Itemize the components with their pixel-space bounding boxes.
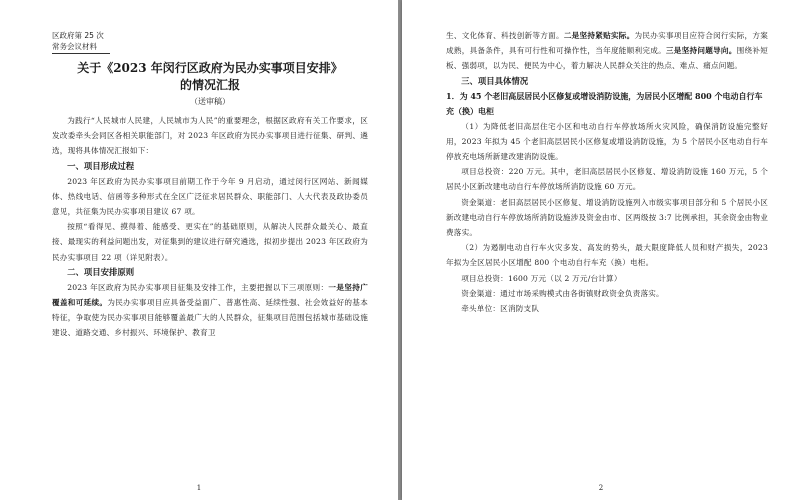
document-page-1 xyxy=(0,0,398,500)
item-1-investment: 项目总投资：220 万元。其中，老旧高层居民小区修复、增设消防设施 160 万元，5 个居民小区新改建电动自行车停放场所消防设施 60 万元。 xyxy=(446,167,768,192)
principle-1-text: 为民办实事项目应具备受益面广、普惠性高、延续性强、社会效益好的基本特征，争取使为民办实事项目能够覆盖最广大的人民群众，征集项目范围包括城市基础设施建设、道路交通、乡村振兴、环境保护、教育卫 xyxy=(52,298,368,338)
header-underline xyxy=(52,53,110,54)
meeting-label xyxy=(52,30,368,54)
item-1-subitem-2: （2）为遏制电动自行车火灾多发、高发的势头，最大限度降低人员和财产损失，2023 年拟为全区居民小区增配 800 个电动自行车充（换）电柜。 xyxy=(446,243,768,268)
intro-paragraph: 为践行“人民城市人民建，人民城市为人民”的重要理念，根据区政府有关工作要求，区发改委牵头会同区各相关职能部门，对 2023 年区政府为民办实事项目进行征集、研判、遴选，现将具体情况汇报如下： xyxy=(52,116,368,156)
title-line-2: 的情况汇报 xyxy=(179,78,240,92)
principle-3-bold: 三是坚持问题导向。 xyxy=(665,46,737,56)
item-1-heading: 1．为 45 个老旧高层居民小区修复或增设消防设施，为居民小区增配 800 个电动自行车充（换）电柜 xyxy=(446,90,763,116)
item-1-subitem-1: （1）为降低老旧高层住宅小区和电动自行车停放场所火灾风险，确保消防设施完整好用，2023 年拟为 45 个老旧高层居民小区修复或增设消防设施，为 5 个居民小区电动自行车停放充电场所新建改建消防设施。 xyxy=(446,121,768,162)
principle-2-bold: 二是坚持紧贴实际。 xyxy=(563,31,635,40)
section-2-paragraph xyxy=(52,280,368,341)
principles-continued-paragraph xyxy=(446,28,768,74)
section-2-intro: 2023 年区政府为民办实事项目征集及安排工作，主要把握以下三项原则： xyxy=(67,282,329,292)
title-line-1: 关于《2023 年闵行区政府为民办实事项目安排》 xyxy=(77,61,343,75)
document-title xyxy=(52,60,368,94)
page-number-1: 1 xyxy=(196,484,202,492)
meeting-label-line-2: 常务会议材料 xyxy=(52,42,97,51)
section-2-heading: 二、项目安排原则 xyxy=(67,266,135,277)
item-2-lead-unit: 牵头单位：区消防支队 xyxy=(461,304,540,314)
page-number-2: 2 xyxy=(598,484,604,492)
section-1-heading: 一、项目形成过程 xyxy=(67,160,135,171)
section-3-heading: 三、项目具体情况 xyxy=(461,75,529,86)
item-2-investment: 项目总投资：1600 万元（以 2 万元/台计算） xyxy=(461,273,622,283)
section-1-paragraph-2: 按照“看得见、摸得着、能感受、更实在”的基础原则，从解决人民群众最关心、最直接、最现实的利益问题出发，对征集到的建议进行研究遴选，拟初步提出 2023 年区政府为民办实事项目 22 项（详见附表）。 xyxy=(52,222,368,262)
document-page-2 xyxy=(402,0,800,500)
document-subtitle: （送审稿） xyxy=(190,97,230,106)
principle-2-text: 为民办实事项目应符合闵行实际，方案成熟，具备条件，具有可行性和可操作性，当年度能顺利完成。 xyxy=(446,31,768,56)
principle-3-text: 围绕补短板、强弱项，以为民、便民为中心，着力解决人民群众关注的热点、难点、痛点问题。 xyxy=(446,46,768,71)
principle-1-bold: 一是坚持广覆盖和可延续。 xyxy=(52,282,368,308)
item-2-funding: 资金渠道：通过市场采购模式由各街镇财政资金负责落实。 xyxy=(461,288,664,298)
page-1-content xyxy=(52,30,368,470)
meeting-label-line-1: 区政府第 25 次 xyxy=(52,31,104,40)
item-1-funding: 资金渠道：老旧高层居民小区修复、增设消防设施列入市级实事项目部分和 5 个居民小区新改建电动自行车停放场所消防设施涉及资金由市、区两级按 3:7 比例承担，其余资金由物业费落实。 xyxy=(446,197,769,238)
section-1-paragraph-1: 2023 年区政府为民办实事项目前期工作于今年 9 月启动，通过闵行区网站、新闻媒体、热线电话、信函等多种形式在全区广泛征求居民群众、职能部门、人大代表及政协委员意见，共征集为民办实事项目建议 67 项。 xyxy=(52,176,368,217)
principle-1-continued: 生、文化体育、科技创新等方面。 xyxy=(446,31,564,40)
